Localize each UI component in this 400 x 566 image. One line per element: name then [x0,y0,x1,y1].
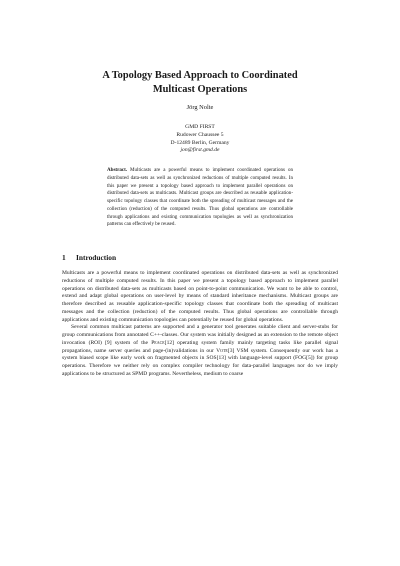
author-email: jon@first.gmd.de [180,147,220,154]
body-text [62,270,338,379]
section-title: Introduction [76,253,117,262]
affiliation [0,124,400,155]
abstract-text: Multicasts are a powerful means to implement coordinated operations on distributed data-sets as well as synchronized reductions of multiple computed results. In this paper we present a topology based approach to implement parallel operations on distributed data-sets as multicasts. Multicast groups are described as reusable application-specific topology classes that coordinate both the spreading of multicast messages and the collection (reduction) of the computed results. Thus global operations are controllable through applications and existing communication topologies as well as synchronization patterns can effectively be reused. [107,167,293,228]
paragraph-2-part-2: [12] operating system family mainly targeting tasks like parallel signal propagations, name server queries and page-(in)validations in our [62,339,338,354]
paper-title [60,69,340,96]
paragraph-2-part-3: [3] VSM system. Consequently our work has a system biased scope like early work on fragmented objects in SOS[13] with language-level support (FOG[5]) for group operations. Therefore we neither rely on complex compiler technology for data-parallel languages nor do we imply applications to be structured as SPMD programs. Nevertheless, medium to coarse [62,347,338,377]
abstract [107,167,293,229]
paragraph-2-part-1: Several common multicast patterns are supported and a generator tool generates suitable client and server-stubs for group communications from annotated C++-classes. Our system was initially designed as an extension to the remote object invocation (ROI) [9] system of the [62,324,338,346]
title-line-2: Multicast Operations [152,83,248,95]
affiliation-street: Rudower Chaussee 5 [176,131,224,138]
affiliation-org: GMD FIRST [185,124,215,130]
peace-name: Peace [151,339,165,346]
author-name: Jörg Nolte [186,104,214,111]
body-paragraph-2 [62,324,338,378]
section-number: 1 [62,253,66,262]
section-heading [62,253,338,262]
vote-name: Vote [216,347,228,354]
abstract-label: Abstract. [107,167,128,173]
body-paragraph-1: Multicasts are a powerful means to implement coordinated operations on distributed data-sets as well as synchronized reductions of multiple computed results. In this paper we present a topology based approach to implement parallel operations on distributed data-sets as multicasts based on point-to-point communication. We want to be able to control, extend and adapt global operations on user-level by means of standard inheritance mechanisms. Multicast groups are therefore described as reusable application-specific topology classes that coordinate both the spreading of multicast messages and the collection (reduction) of the computed results. Thus global operations are controllable through applications and existing communication topologies can potentially be reused for global operations. [62,270,338,323]
affiliation-city: D-12489 Berlin, Germany [170,139,230,146]
title-line-1: A Topology Based Approach to Coordinated [102,70,298,81]
